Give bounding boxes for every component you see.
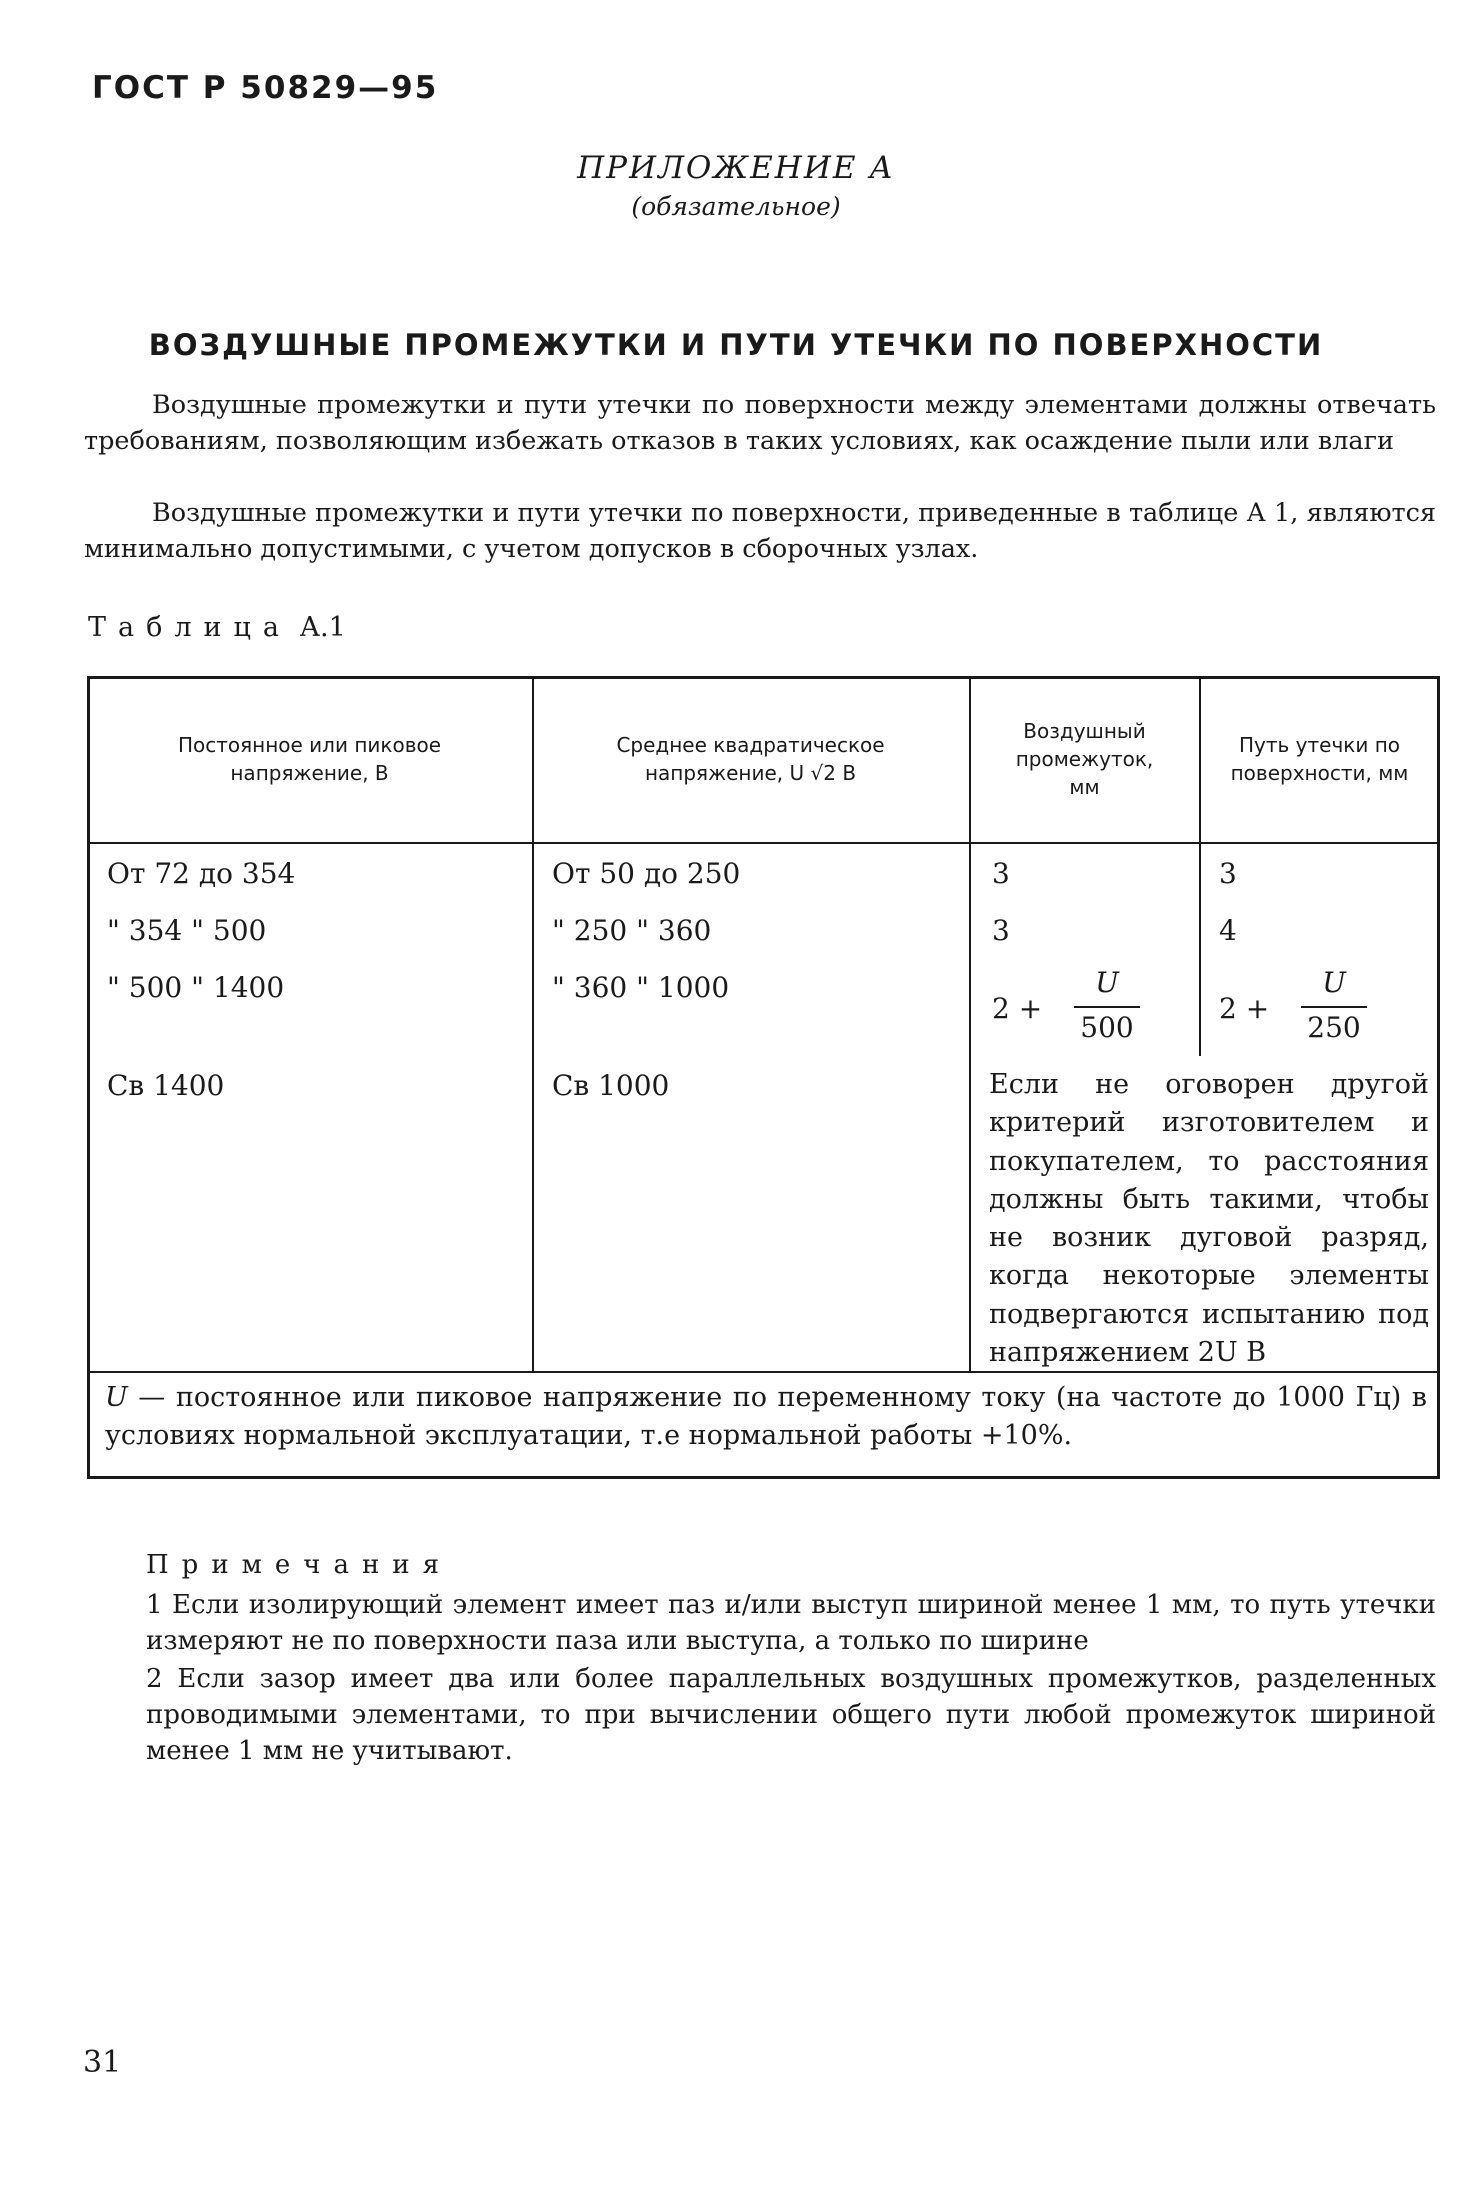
header-rms-voltage: Среднее квадратическое напряжение, U √2 В <box>616 733 885 785</box>
cell-r2-peak: " 354 " 500 <box>107 914 267 947</box>
notes-title: Примечания <box>146 1550 453 1580</box>
paragraph-1: Воздушные промежутки и пути утечки по поверхности между элементами должны отвечать требованиям, позволяющим избежать отказов в таких условиях, как осаждение пыли или влаги <box>84 390 1436 456</box>
cell-r3-peak: " 500 " 1400 <box>107 971 285 1004</box>
cell-r1-peak: От 72 до 354 <box>107 857 296 890</box>
header-air-gap: Воздушный промежуток, мм <box>1015 719 1154 799</box>
section-title: ВОЗДУШНЫЕ ПРОМЕЖУТКИ И ПУТИ УТЕЧКИ ПО ПОВЕРХНОСТИ <box>148 328 1324 362</box>
cell-r4-peak: Св 1400 <box>107 1069 225 1102</box>
table-caption-number: А.1 <box>299 612 346 643</box>
formula-path-denominator: 250 <box>1307 1011 1361 1044</box>
col-separator-3 <box>1199 676 1201 1056</box>
note-item-1: 1 Если изолирующий элемент имеет паз и/или выступ шириной менее 1 мм, то путь утечки измеряют не по поверхности паза или выступа, а только по ширине <box>146 1590 1436 1656</box>
formula-air-denominator: 500 <box>1080 1011 1134 1044</box>
header-separator <box>87 842 1440 844</box>
table-footnote <box>105 1379 1427 1455</box>
table-border-left <box>87 676 90 1479</box>
appendix-subtitle: (обязательное) <box>631 192 841 221</box>
table-border-bottom <box>87 1476 1440 1479</box>
cell-r2-path: 4 <box>1219 914 1237 947</box>
formula-leak-path <box>1219 966 1389 1056</box>
paragraph-2: Воздушные промежутки и пути утечки по поверхности, приведенные в таблице А 1, являются минимально допустимыми, с учетом допусков в сборочных узлах. <box>84 498 1436 564</box>
cell-r1-path: 3 <box>1219 857 1237 890</box>
page-number: 31 <box>83 2045 122 2080</box>
header-peak-voltage: Постоянное или пиковое напряжение, В <box>177 733 442 785</box>
formula-air-numerator: U <box>1095 966 1119 999</box>
table-border-right <box>1437 676 1440 1479</box>
col-separator-1 <box>532 676 534 1373</box>
formula-air-gap <box>992 966 1162 1056</box>
cell-r1-air: 3 <box>992 857 1010 890</box>
col-separator-2 <box>969 676 971 1373</box>
formula-air-bar <box>1074 1006 1140 1008</box>
cell-r4-rms: Св 1000 <box>552 1069 670 1102</box>
cell-r2-air: 3 <box>992 914 1010 947</box>
header-leak-path: Путь утечки по поверхности, мм <box>1230 733 1409 785</box>
footnote-text: — постоянное или пиковое напряжение по переменному току (на частоте до 1000 Гц) в условиях нормальной эксплуатации, т.е нормальной работы +10%. <box>105 1382 1427 1451</box>
cell-r3-rms: " 360 " 1000 <box>552 971 730 1004</box>
formula-path-prefix: 2 + <box>1219 992 1270 1025</box>
table-caption-word: Таблица <box>88 612 291 643</box>
appendix-title: ПРИЛОЖЕНИЕ А <box>577 150 895 186</box>
footnote-variable: U <box>105 1382 128 1413</box>
cell-r2-rms: " 250 " 360 <box>552 914 712 947</box>
clearance-table <box>87 676 1440 1479</box>
cell-r1-rms: От 50 до 250 <box>552 857 741 890</box>
note-item-2: 2 Если зазор имеет два или более параллельных воздушных промежутков, разделенных проводимыми элементами, то при вычислении общего пути любой промежуток шириной менее 1 мм не учитывают. <box>146 1664 1436 1766</box>
formula-air-prefix: 2 + <box>992 992 1043 1025</box>
merged-note-cell: Если не оговорен другой критерий изготовителем и покупателем, то расстояния должны быть такими, чтобы не возник дуговой разряд, когда некоторые элементы подвергаются испытанию под напряжением 2U В <box>989 1069 1429 1369</box>
document-code: ГОСТ Р 50829—95 <box>92 70 439 106</box>
table-caption <box>88 612 346 643</box>
formula-path-bar <box>1301 1006 1367 1008</box>
formula-path-numerator: U <box>1322 966 1346 999</box>
